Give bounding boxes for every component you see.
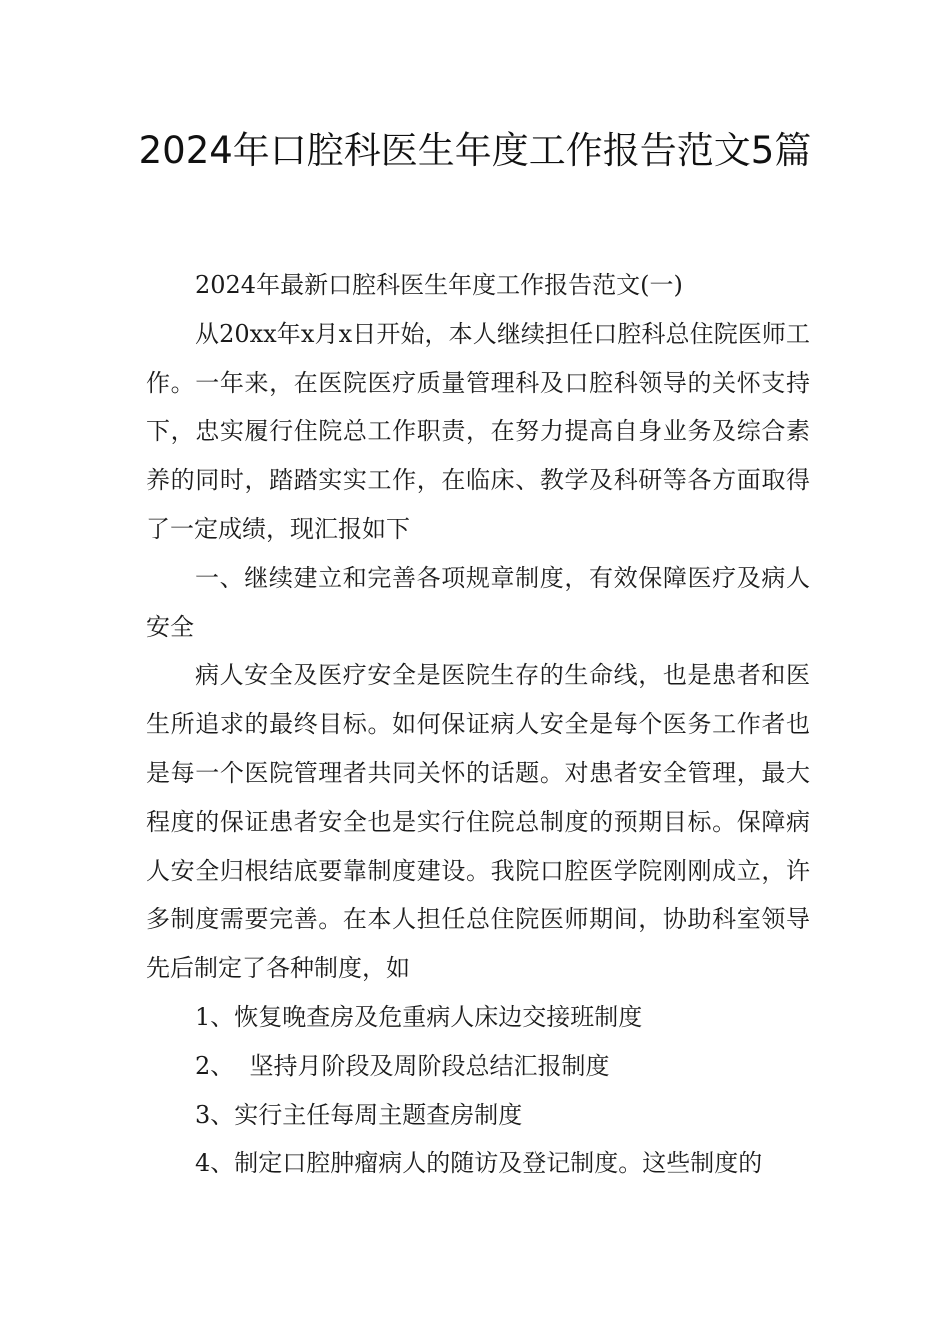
paragraph: 从20xx年x月x日开始，本人继续担任口腔科总住院医师工作。一年来，在医院医疗质量管理科及口腔科领导的关怀支持下，忠实履行住院总工作职责，在努力提高自身业务及综合素养的同时，踏踏实实工作，在临床、教学及科研等各方面取得了一定成绩，现汇报如下	[146, 319, 810, 543]
list-item: 3、实行主任每周主题查房制度	[195, 1100, 523, 1129]
paragraph: 病人安全及医疗安全是医院生存的生命线，也是患者和医生所追求的最终目标。如何保证病人安全是每个医务工作者也是每一个医院管理者共同关怀的话题。对患者安全管理，最大程度的保证患者安全也是实行住院总制度的预期目标。保障病人安全归根结底要靠制度建设。我院口腔医学院刚刚成立，许多制度需要完善。在本人担任总住院医师期间，协助科室领导先后制定了各种制度，如	[146, 661, 810, 983]
document-body	[146, 261, 810, 1188]
section-heading: 一、继续建立和完善各项规章制度，有效保障医疗及病人安全	[146, 563, 810, 641]
list-item: 1、恢复晚查房及危重病人床边交接班制度	[195, 1002, 643, 1031]
list-item: 4、制定口腔肿瘤病人的随访及登记制度。这些制度的	[195, 1149, 763, 1178]
document-title: 2024年口腔科医生年度工作报告范文5篇	[138, 129, 812, 172]
section-heading: 2024年最新口腔科医生年度工作报告范文(一)	[195, 271, 683, 299]
list-item: 2、 坚持月阶段及周阶段总结汇报制度	[195, 1051, 610, 1080]
